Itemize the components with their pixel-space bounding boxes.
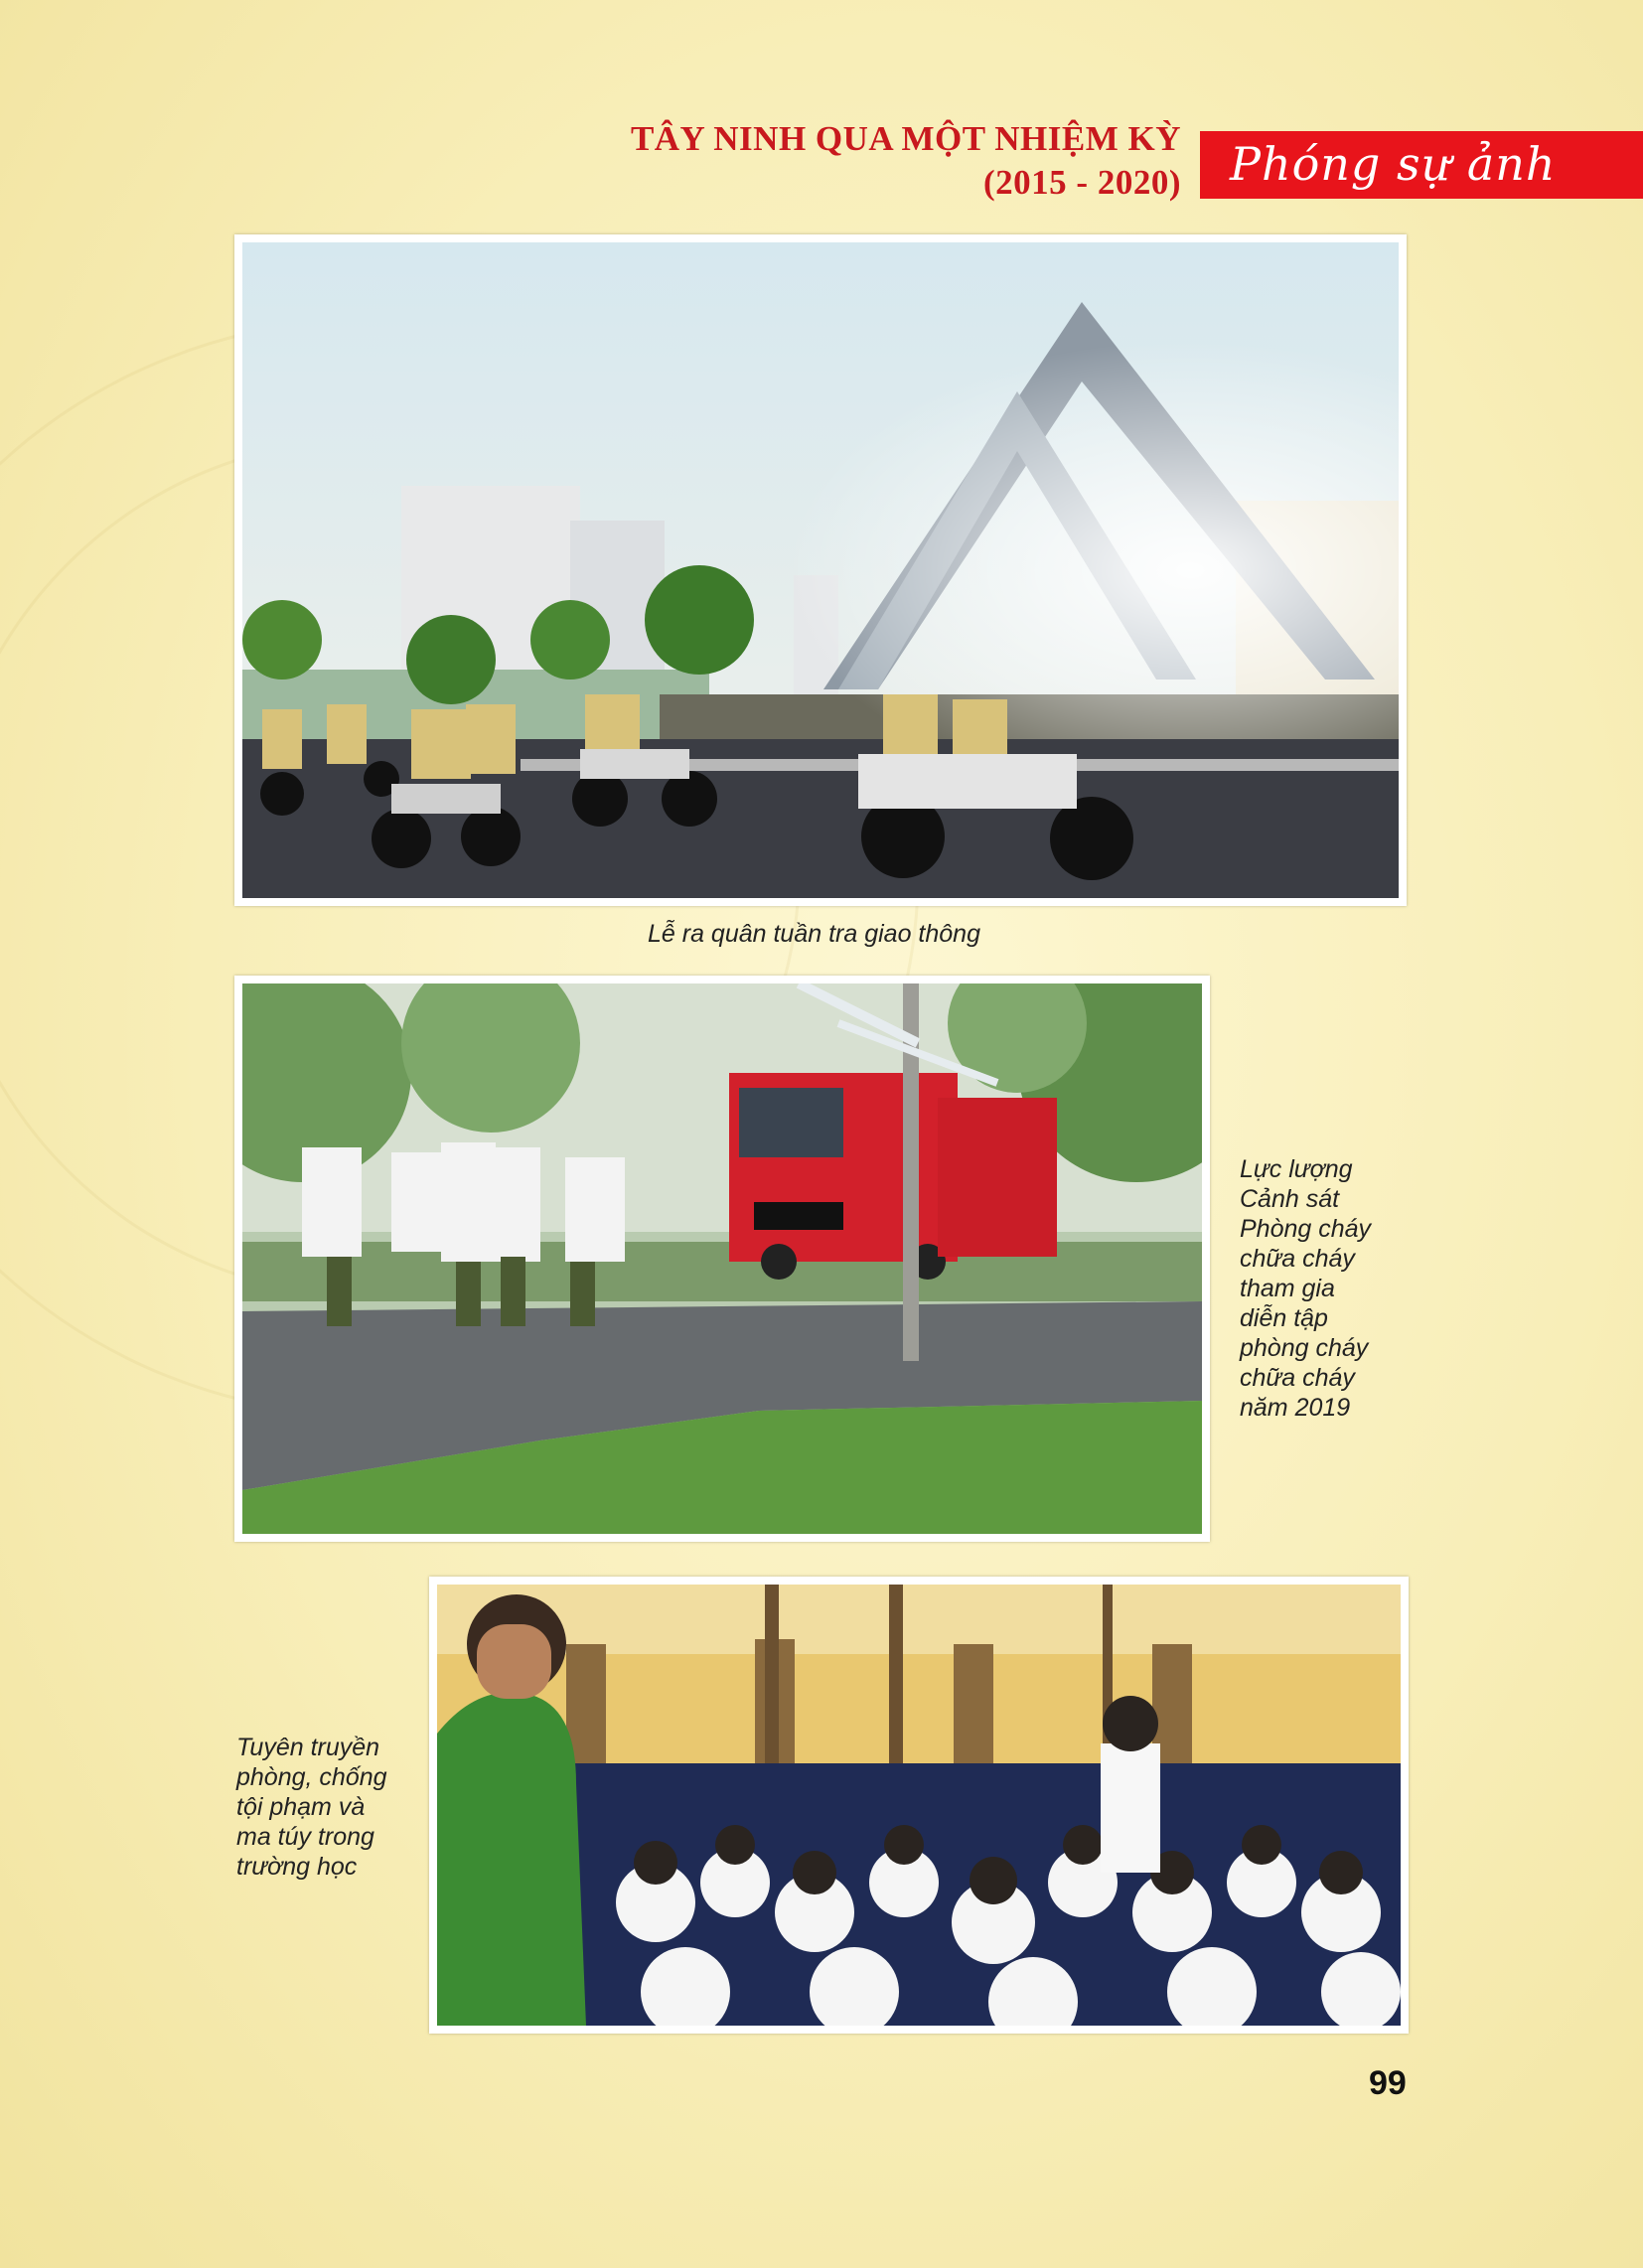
caption-school-talk-line: Tuyên truyền bbox=[236, 1734, 380, 1761]
book-title bbox=[631, 117, 1181, 205]
book-title-line1: TÂY NINH QUA MỘT NHIỆM KỲ bbox=[630, 119, 1181, 158]
page-number: 99 bbox=[1369, 2064, 1407, 2102]
photo-school-talk-frame bbox=[429, 1577, 1409, 2034]
photo-traffic-patrol-frame bbox=[234, 234, 1407, 906]
caption-fire-drill-line: Cảnh sát bbox=[1240, 1185, 1340, 1213]
section-banner bbox=[1200, 131, 1643, 199]
school-talk-image bbox=[437, 1585, 1401, 2026]
caption-fire-drill-line: năm 2019 bbox=[1240, 1394, 1351, 1422]
caption-fire-drill-line: chữa cháy bbox=[1240, 1364, 1355, 1392]
caption-fire-drill-line: Lực lượng bbox=[1240, 1155, 1353, 1183]
caption-fire-drill-line: tham gia bbox=[1240, 1275, 1335, 1302]
photo-traffic-patrol bbox=[242, 242, 1399, 898]
caption-traffic-patrol: Lễ ra quân tuần tra giao thông bbox=[648, 920, 980, 948]
photo-school-talk bbox=[437, 1585, 1401, 2026]
caption-school-talk bbox=[236, 1733, 387, 1882]
caption-school-talk-line: ma túy trong bbox=[236, 1823, 374, 1851]
caption-fire-drill bbox=[1240, 1154, 1371, 1423]
caption-fire-drill-line: phòng cháy bbox=[1240, 1334, 1369, 1362]
book-title-years: (2015 - 2020) bbox=[983, 163, 1181, 202]
section-label: Phóng sự ảnh bbox=[1230, 137, 1557, 191]
caption-school-talk-line: phòng, chống bbox=[236, 1763, 387, 1791]
caption-school-talk-line: trường học bbox=[236, 1853, 358, 1881]
caption-fire-drill-line: Phòng cháy bbox=[1240, 1215, 1372, 1243]
fire-drill-image bbox=[242, 983, 1202, 1534]
caption-school-talk-line: tội phạm và bbox=[236, 1793, 366, 1821]
caption-fire-drill-line: chữa cháy bbox=[1240, 1245, 1355, 1273]
caption-fire-drill-line: diễn tập bbox=[1240, 1304, 1328, 1332]
traffic-patrol-image bbox=[242, 242, 1399, 898]
photo-fire-drill-frame bbox=[234, 976, 1210, 1542]
photo-fire-drill bbox=[242, 983, 1202, 1534]
